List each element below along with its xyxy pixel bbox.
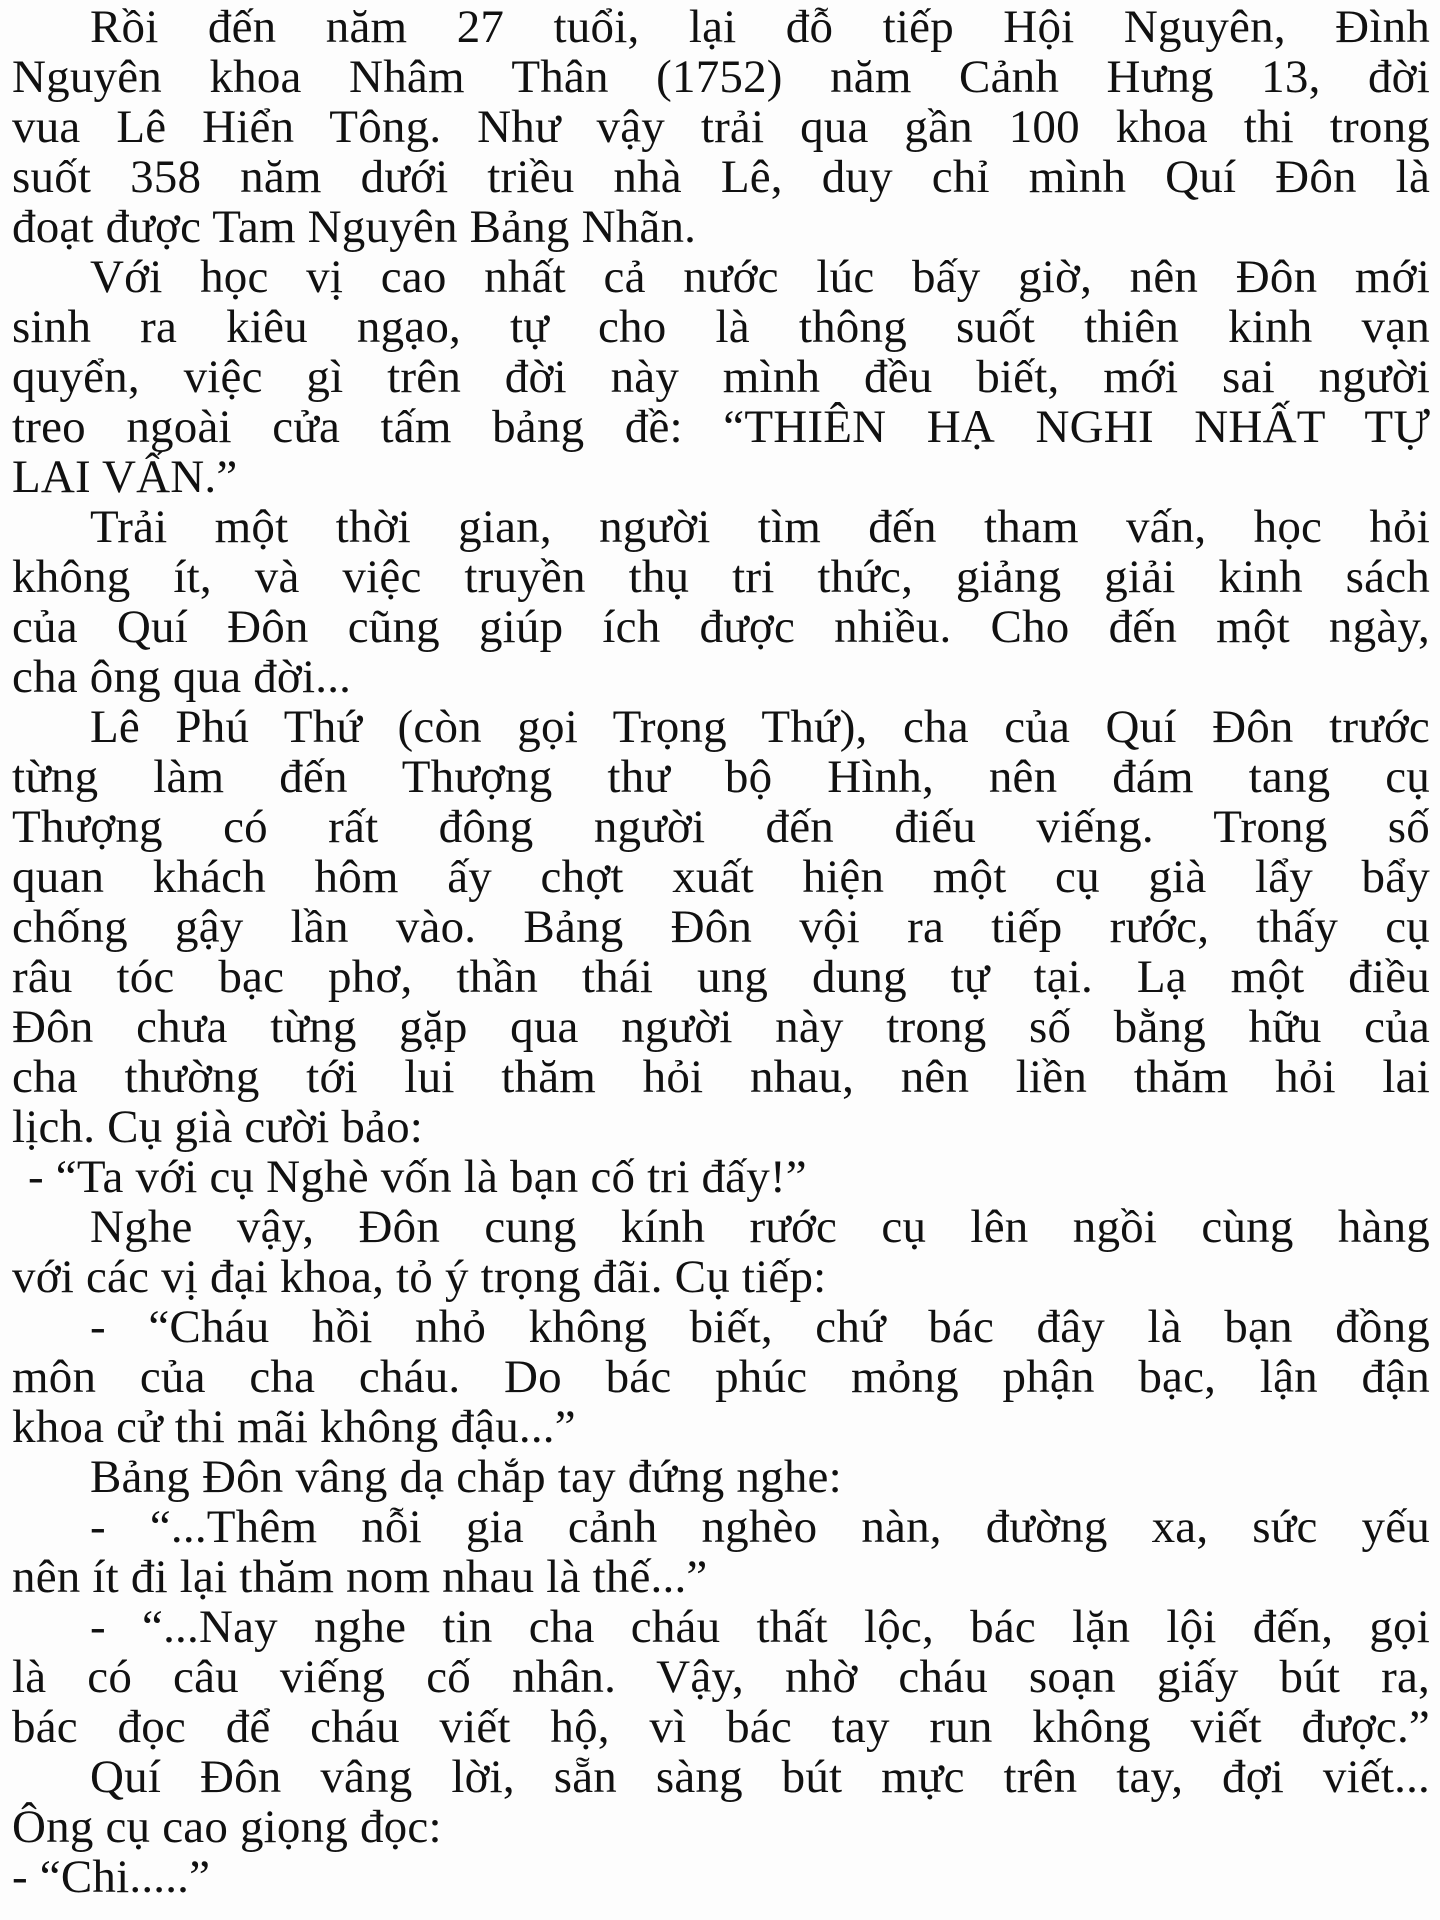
text-line: vua Lê Hiển Tông. Như vậy trải qua gần 100 khoa thi trong [12, 101, 1430, 153]
text-line: Thượng có rất đông người đến điếu viếng. Trong số [12, 801, 1430, 853]
text-line: môn của cha cháu. Do bác phúc mỏng phận bạc, lận đận [12, 1351, 1430, 1403]
text-line: không ít, và việc truyền thụ tri thức, giảng giải kinh sách [12, 551, 1430, 603]
text-line: quan khách hôm ấy chợt xuất hiện một cụ già lẩy bẩy [12, 851, 1430, 903]
text-line: quyển, việc gì trên đời này mình đều biết, mới sai người [12, 351, 1430, 403]
text-line: của Quí Đôn cũng giúp ích được nhiều. Cho đến một ngày, [12, 601, 1430, 653]
text-line: - “Cháu hồi nhỏ không biết, chứ bác đây là bạn đồng [90, 1301, 1430, 1353]
text-line: sinh ra kiêu ngạo, tự cho là thông suốt thiên kinh vạn [12, 301, 1430, 353]
text-line: Nghe vậy, Đôn cung kính rước cụ lên ngồi cùng hàng [90, 1201, 1430, 1253]
text-line: Bảng Đôn vâng dạ chắp tay đứng nghe: [90, 1451, 842, 1503]
text-line: LAI VẤN.” [12, 451, 238, 503]
text-line: chống gậy lần vào. Bảng Đôn vội ra tiếp rước, thấy cụ [12, 901, 1430, 953]
text-line: cha ông qua đời... [12, 651, 352, 703]
text-line: Trải một thời gian, người tìm đến tham vấn, học hỏi [90, 501, 1430, 553]
text-line: - “...Thêm nỗi gia cảnh nghèo nàn, đường xa, sức yếu [90, 1501, 1430, 1553]
text-line: Rồi đến năm 27 tuổi, lại đỗ tiếp Hội Nguyên, Đình [90, 1, 1430, 53]
text-line: từng làm đến Thượng thư bộ Hình, nên đám tang cụ [12, 751, 1430, 803]
text-line: khoa cử thi mãi không đậu...” [12, 1401, 576, 1453]
text-line: suốt 358 năm dưới triều nhà Lê, duy chỉ mình Quí Đôn là [12, 151, 1430, 203]
text-line: - “...Nay nghe tin cha cháu thất lộc, bác lặn lội đến, gọi [90, 1601, 1430, 1653]
text-line: lịch. Cụ già cười bảo: [12, 1101, 424, 1153]
text-line: Lê Phú Thứ (còn gọi Trọng Thứ), cha của Quí Đôn trước [90, 701, 1430, 753]
text-line: - “Chi.....” [12, 1851, 211, 1903]
text-line: với các vị đại khoa, tỏ ý trọng đãi. Cụ tiếp: [12, 1251, 827, 1303]
text-line: - “Ta với cụ Nghè vốn là bạn cố tri đấy!” [28, 1151, 807, 1203]
text-line: là có câu viếng cố nhân. Vậy, nhờ cháu soạn giấy bút ra, [12, 1651, 1430, 1703]
text-line: cha thường tới lui thăm hỏi nhau, nên liền thăm hỏi lai [12, 1051, 1430, 1103]
text-line: Với học vị cao nhất cả nước lúc bấy giờ, nên Đôn mới [90, 251, 1430, 303]
text-line: bác đọc để cháu viết hộ, vì bác tay run không viết được.” [12, 1701, 1430, 1753]
text-line: Đôn chưa từng gặp qua người này trong số bằng hữu của [12, 1001, 1430, 1053]
text-line: đoạt được Tam Nguyên Bảng Nhãn. [12, 201, 697, 253]
text-line: nên ít đi lại thăm nom nhau là thế...” [12, 1551, 708, 1603]
text-line: treo ngoài cửa tấm bảng đề: “THIÊN HẠ NGHI NHẤT TỰ [12, 401, 1430, 453]
text-line: râu tóc bạc phơ, thần thái ung dung tự tại. Lạ một điều [12, 951, 1430, 1003]
text-line: Ông cụ cao giọng đọc: [12, 1801, 442, 1853]
text-line: Nguyên khoa Nhâm Thân (1752) năm Cảnh Hưng 13, đời [12, 51, 1430, 103]
text-line: Quí Đôn vâng lời, sẵn sàng bút mực trên tay, đợi viết... [90, 1751, 1430, 1803]
